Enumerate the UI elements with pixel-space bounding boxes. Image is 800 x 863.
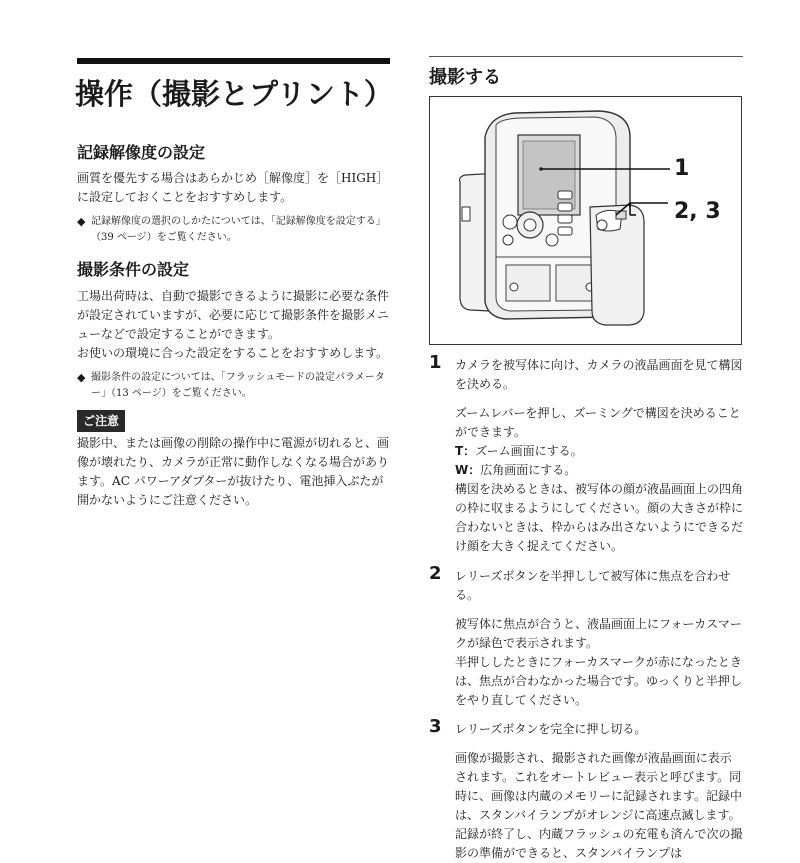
step-instruction: カメラを被写体に向け、カメラの液晶画面を見て構図を決める。 xyxy=(455,358,743,391)
step-number: 2 xyxy=(429,563,442,584)
zoom-w-line xyxy=(455,461,743,480)
focus-detail-2: 半押ししたときにフォーカスマークが赤になったときは、焦点が合わなかった場合です。ゆっくりと半押しをやり直してください。 xyxy=(455,655,742,707)
step-instruction: レリーズボタンを完全に押し切る。 xyxy=(455,722,647,736)
section-heading-conditions: 撮影条件の設定 xyxy=(77,260,190,279)
callout-1-label: 1 xyxy=(674,156,690,181)
left-column xyxy=(75,58,393,507)
camera-illustration xyxy=(429,96,742,345)
step-3 xyxy=(429,716,743,863)
caution-body: 撮影中、または画像の削除の操作中に電源が切れると、画像が壊れたり、カメラが正常に動作しなくなる場合があります。AC パワーアダプターが抜けたり、電池挿入ぶたが開かないようにご注意ください。 xyxy=(77,436,390,507)
t-text: ズーム画面にする。 xyxy=(475,444,583,458)
right-column xyxy=(429,56,744,860)
t-key: T： xyxy=(455,444,476,458)
zoom-intro: ズームレバーを押し、ズーミングで構図を決めることができます。 xyxy=(455,406,741,439)
title-rule xyxy=(77,58,390,64)
section-title-shooting: 撮影する xyxy=(429,67,501,88)
resolution-note-text: 記録解像度の選択のしかたについては、「記録解像度を設定する」（39 ページ）をご覧ください。 xyxy=(91,216,386,243)
section-rule xyxy=(429,56,743,57)
zoom-t-line xyxy=(455,442,743,461)
conditions-note xyxy=(77,370,390,402)
step-detail xyxy=(455,615,743,710)
focus-detail-1: 被写体に焦点が合うと、液晶画面上にフォーカスマークが緑色で表示されます。 xyxy=(455,617,742,650)
conditions-body: 工場出荷時は、自動で撮影できるように撮影に必要な条件が設定されていますが、必要に応じて撮影条件を撮影メニューなどで設定することができます。 xyxy=(77,289,390,341)
w-text: 広角画面にする。 xyxy=(480,463,577,477)
step-instruction: レリーズボタンを半押しして被写体に焦点を合わせる。 xyxy=(455,569,731,602)
note-diamond-icon: ◆ xyxy=(77,215,86,228)
step-detail xyxy=(455,404,743,556)
resolution-note xyxy=(77,214,390,246)
page-title: 操作（撮影とプリント） xyxy=(75,77,393,111)
note-diamond-icon: ◆ xyxy=(77,371,86,384)
w-key: W： xyxy=(455,463,481,477)
capture-detail: 画像が撮影され、撮影された画像が液晶画面に表示されます。これをオートレビュー表示と呼びます。同時に、画像は内蔵のメモリーに記録されます。記録中は、スタンバイランプがオレンジに高速点滅します。記録が終了し、内蔵フラッシュの充電も済んで次の撮影の準備ができると、スタンバイランプは xyxy=(455,751,743,860)
conditions-body-2: お使いの環境に合った設定をすることをおすすめします。 xyxy=(77,346,389,360)
step-2 xyxy=(429,563,743,710)
framing-tip: 構図を決めるときは、被写体の顔が液晶画面上の四角の枠に収まるようにしてください。顔の大きさが枠に合わないときは、枠からはみ出さないようにできるだけ顔を大きく捉えてください。 xyxy=(455,482,744,553)
step-number: 1 xyxy=(429,352,442,373)
step-detail xyxy=(455,749,743,863)
step-1 xyxy=(429,352,744,556)
caution-badge: ご注意 xyxy=(77,410,125,432)
section-heading-resolution: 記録解像度の設定 xyxy=(77,143,206,162)
callout-2-3-label: 2, 3 xyxy=(674,199,721,224)
conditions-note-text: 撮影条件の設定については、「フラッシュモードの設定パラメーター」（13 ページ）をご覧ください。 xyxy=(91,372,385,399)
step-number: 3 xyxy=(429,716,442,737)
resolution-body: 画質を優先する場合はあらかじめ［解像度］を［HIGH］に設定しておくことをおすすめします。 xyxy=(77,171,389,204)
